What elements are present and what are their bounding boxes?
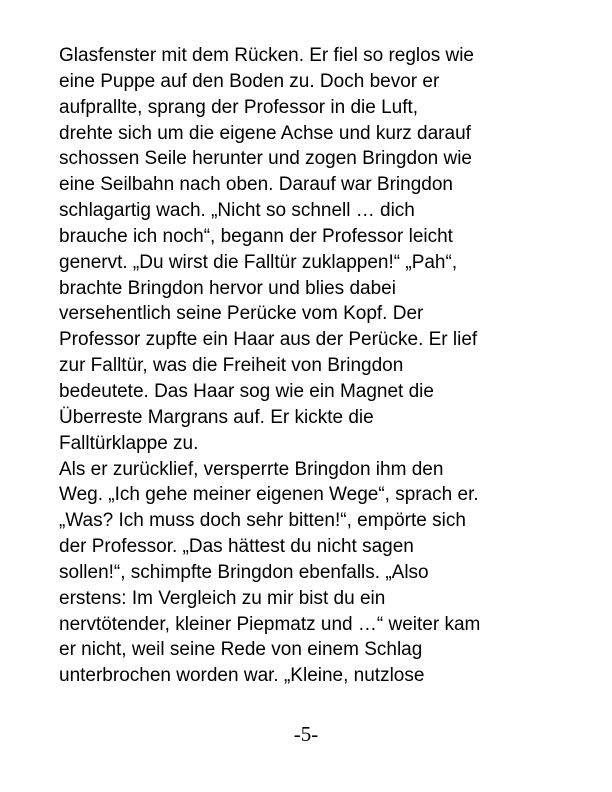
text-line: schlagartig wach. „Nicht so schnell … dich <box>59 200 415 222</box>
text-line: genervt. „Du wirst die Falltür zuklappen!“ „Pah“, <box>59 251 458 273</box>
text-line: erstens: Im Vergleich zu mir bist du ein <box>59 587 386 609</box>
text-line: Glasfenster mit dem Rücken. Er fiel so reglos wie <box>59 45 474 66</box>
text-line: brachte Bringdon hervor und blies dabei <box>59 277 396 299</box>
body-text <box>59 43 559 689</box>
text-line: Als er zurücklief, versperrte Bringdon ihm den <box>59 458 444 480</box>
text-line: bedeutete. Das Haar sog wie ein Magnet die <box>59 380 434 402</box>
text-line: Weg. „Ich gehe meiner eigenen Wege“, sprach er. <box>59 484 479 506</box>
text-line: aufprallte, sprang der Professor in die Luft, <box>59 96 419 118</box>
text-line: Falltürklappe zu. <box>59 432 199 454</box>
text-line: versehentlich seine Perücke vom Kopf. Der <box>59 303 424 325</box>
text-line: Professor zupfte ein Haar aus der Perücke. Er lief <box>59 329 478 351</box>
text-line: er nicht, weil seine Rede von einem Schlag <box>59 639 423 661</box>
text-line: nervtötender, kleiner Piepmatz und …“ weiter kam <box>59 613 481 635</box>
text-line: drehte sich um die eigene Achse und kurz darauf <box>59 122 471 144</box>
text-line: der Professor. „Das hättest du nicht sagen <box>59 536 414 558</box>
text-line: zur Falltür, was die Freiheit von Bringdon <box>59 355 404 377</box>
text-line: sollen!“, schimpfte Bringdon ebenfalls. „Also <box>59 561 429 583</box>
text-line: eine Seilbahn nach oben. Darauf war Bringdon <box>59 174 453 196</box>
text-line: Überreste Margrans auf. Er kickte die <box>59 406 374 428</box>
text-line: unterbrochen worden war. „Kleine, nutzlose <box>59 665 425 687</box>
text-line: eine Puppe auf den Boden zu. Doch bevor er <box>59 70 440 92</box>
text-line: brauche ich noch“, begann der Professor leicht <box>59 225 453 247</box>
text-line: „Was? Ich muss doch sehr bitten!“, empörte sich <box>59 510 466 532</box>
text-line: schossen Seile herunter und zogen Bringdon wie <box>59 148 472 170</box>
page-number: -5- <box>293 722 319 746</box>
